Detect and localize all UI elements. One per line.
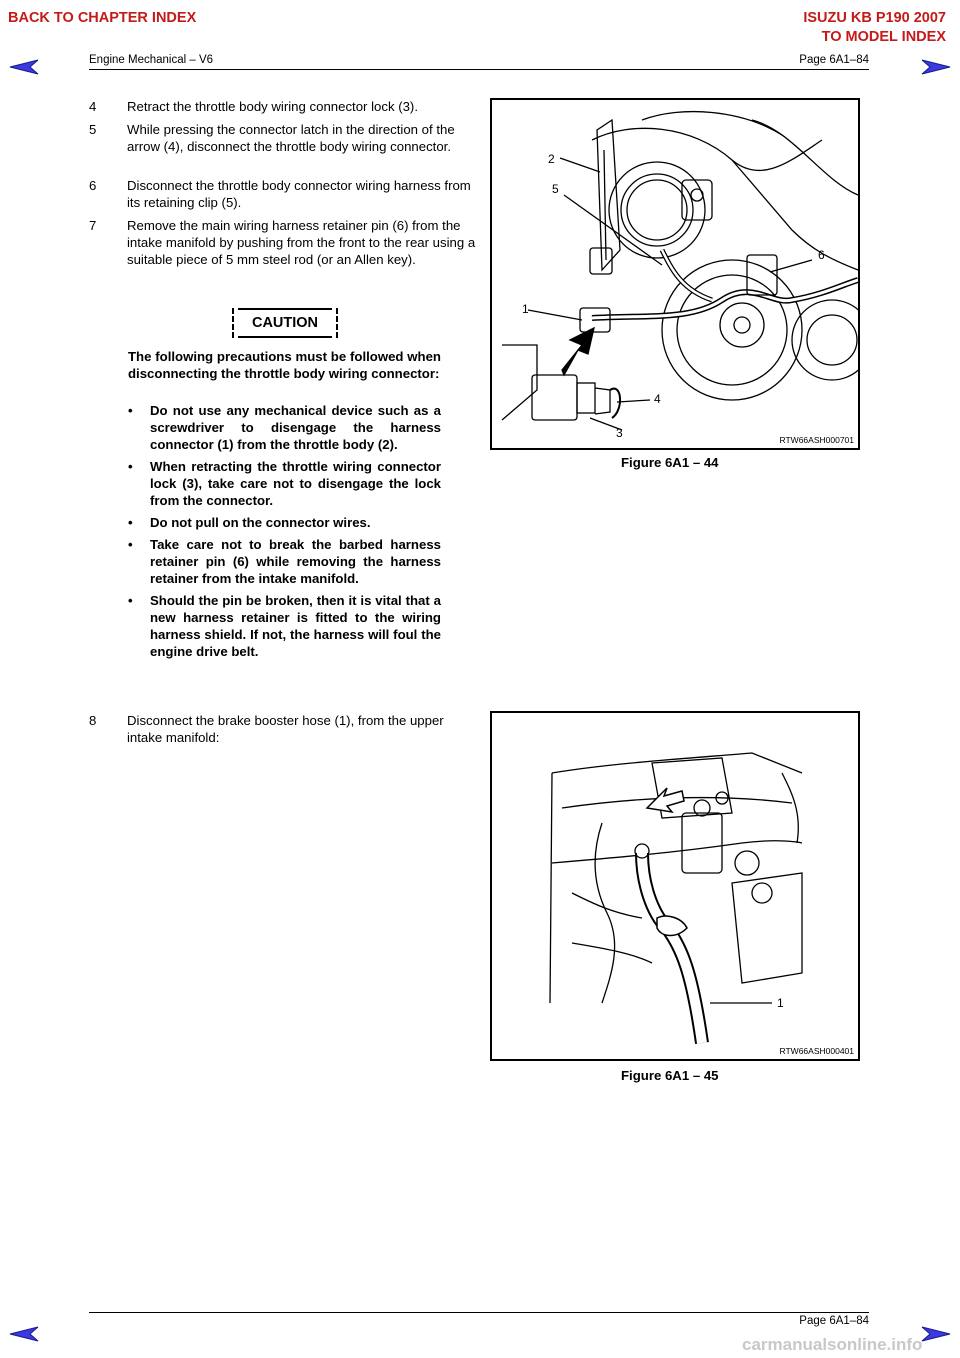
caution-label-text: CAUTION [238, 308, 332, 338]
step-7 [89, 217, 479, 268]
figure-reference-id: RTW66ASH000401 [779, 1046, 854, 1056]
header-page-number: Page 6A1–84 [799, 54, 869, 66]
callout-label: 3 [616, 426, 623, 440]
step-5 [89, 121, 479, 155]
bullet-dot-icon: • [128, 537, 133, 552]
step-text: Remove the main wiring harness retainer pin (6) from the intake manifold by pushing from the front to the rear using a suitable piece of 5 mm steel rod (or an Allen key). [127, 218, 476, 267]
caution-bullet-list [128, 402, 441, 665]
figure-throttle-body-connector [490, 98, 860, 450]
callout-label: 5 [552, 182, 559, 196]
callout-label: 1 [522, 302, 529, 316]
step-8 [89, 712, 479, 746]
figure-caption: Figure 6A1 – 44 [621, 455, 719, 470]
section-title: Engine Mechanical – V6 [89, 54, 214, 66]
step-6 [89, 177, 479, 211]
caution-bullet-text: Should the pin be broken, then it is vital that a new harness retainer is fitted to the wiring harness shield. If not, the harness will foul the engine drive belt. [150, 593, 441, 659]
step-text: Disconnect the throttle body connector wiring harness from its retaining clip (5). [127, 178, 471, 210]
figure-brake-booster-hose [490, 711, 860, 1061]
caution-label [232, 308, 338, 338]
callout-label: 6 [818, 248, 825, 262]
step-number: 5 [89, 122, 97, 137]
step-number: 4 [89, 99, 97, 114]
caution-bullet-text: Do not use any mechanical device such as a screwdriver to disengage the harness connector (1) from the throttle body (2). [150, 403, 441, 452]
back-to-chapter-index-link[interactable]: BACK TO CHAPTER INDEX [8, 10, 197, 26]
caution-bullet-text: Take care not to break the barbed harness retainer pin (6) while removing the harness retainer from the intake manifold. [150, 537, 441, 586]
callout-label: 2 [548, 152, 555, 166]
caution-bullet [128, 514, 441, 531]
watermark: carmanualsonline.info [742, 1335, 923, 1354]
bullet-dot-icon: • [128, 515, 133, 530]
step-number: 8 [89, 713, 97, 728]
caution-bullet [128, 458, 441, 509]
step-4 [89, 98, 479, 115]
step-number: 6 [89, 178, 97, 193]
figure-caption: Figure 6A1 – 45 [621, 1068, 719, 1083]
bullet-dot-icon: • [128, 403, 133, 418]
caution-bullet [128, 402, 441, 453]
caution-bullet [128, 592, 441, 660]
caution-bullet-text: When retracting the throttle wiring connector lock (3), take care not to disengage the lock from the connector. [150, 459, 441, 508]
model-title-link[interactable]: ISUZU KB P190 2007 [803, 10, 946, 26]
brake-booster-hose-illustration [492, 713, 858, 1059]
next-page-arrow-icon[interactable] [920, 58, 952, 76]
footer-page-number: Page 6A1–84 [799, 1315, 869, 1327]
step-text: Disconnect the brake booster hose (1), from the upper intake manifold: [127, 713, 444, 745]
throttle-body-illustration [492, 100, 858, 448]
caution-intro: The following precautions must be followed when disconnecting the throttle body wiring connector: [128, 349, 441, 381]
step-number: 7 [89, 218, 97, 233]
next-page-arrow-icon[interactable] [920, 1325, 952, 1343]
figure-reference-id: RTW66ASH000701 [779, 435, 854, 445]
step-text: Retract the throttle body wiring connector lock (3). [127, 99, 418, 114]
footer-rule [89, 1312, 869, 1313]
caution-bullet-text: Do not pull on the connector wires. [150, 515, 371, 530]
previous-page-arrow-icon[interactable] [8, 58, 40, 76]
previous-page-arrow-icon[interactable] [8, 1325, 40, 1343]
caution-bullet [128, 536, 441, 587]
bullet-dot-icon: • [128, 593, 133, 608]
header-rule [89, 69, 869, 70]
bullet-dot-icon: • [128, 459, 133, 474]
callout-label: 1 [777, 996, 784, 1010]
callout-label: 4 [654, 392, 661, 406]
step-text: While pressing the connector latch in the direction of the arrow (4), disconnect the throttle body wiring connector. [127, 122, 455, 154]
to-model-index-link[interactable]: TO MODEL INDEX [821, 29, 946, 45]
